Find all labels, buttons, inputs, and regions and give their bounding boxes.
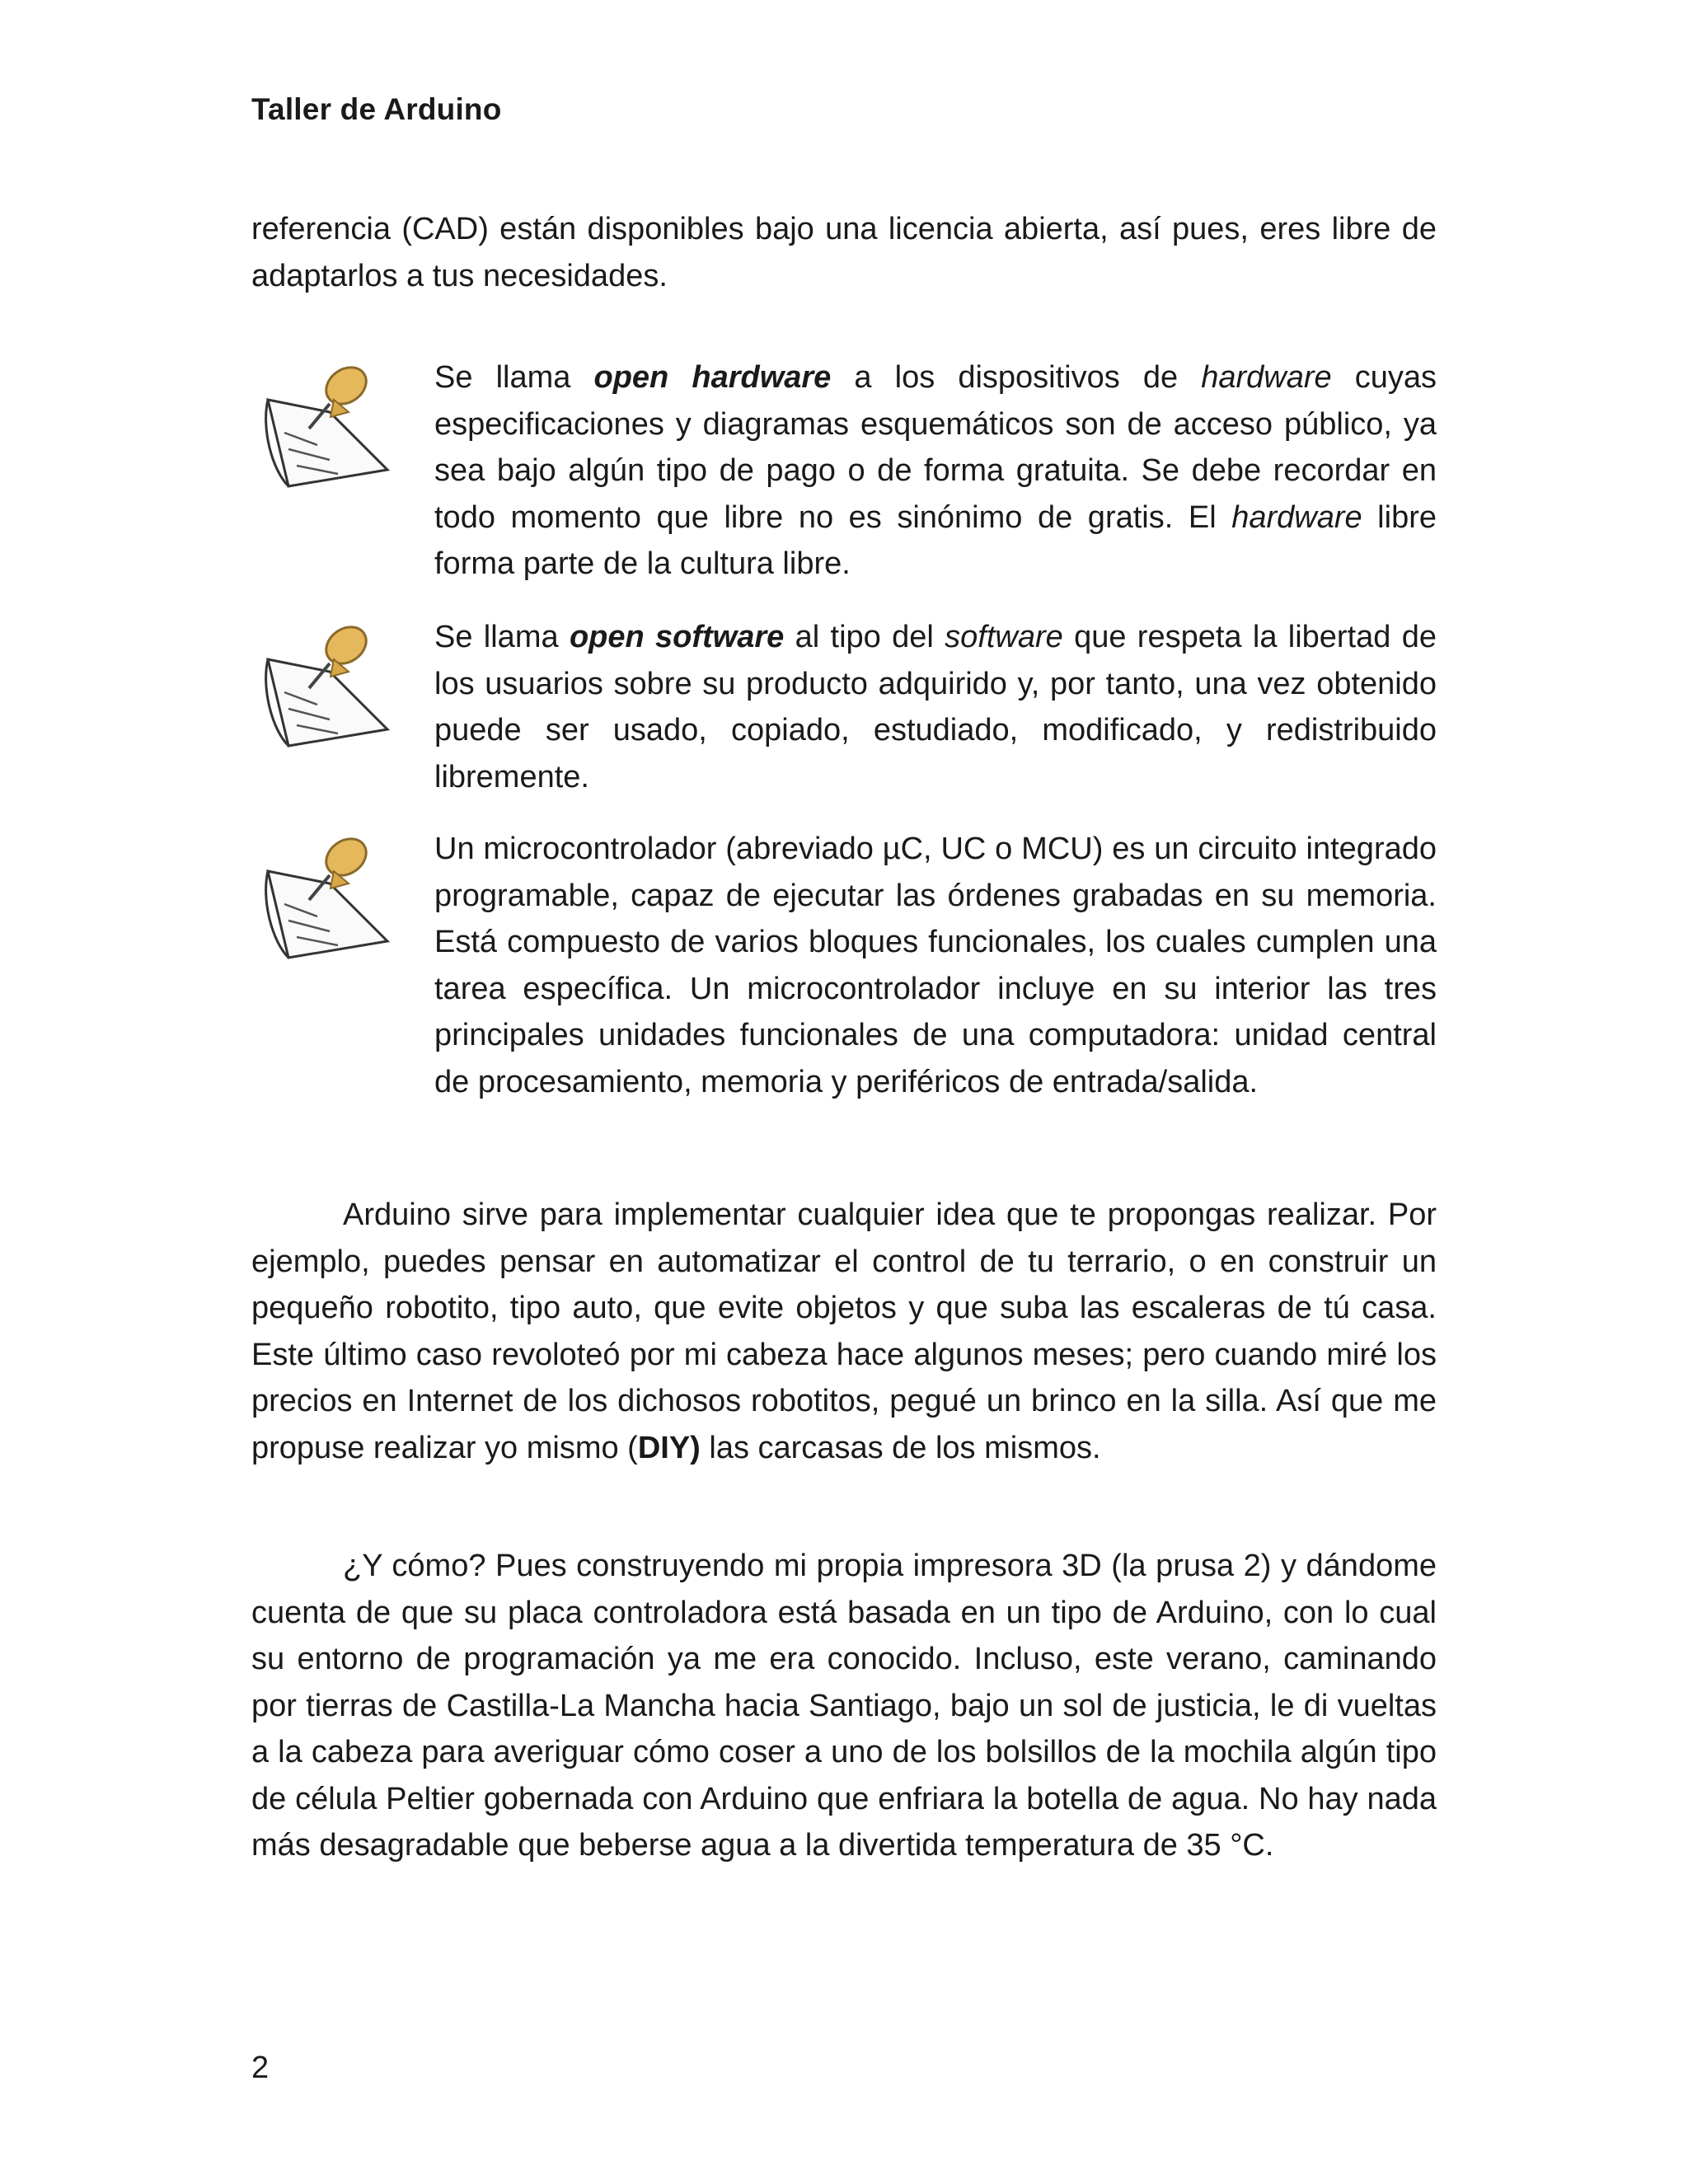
pushpin-note-icon (251, 826, 392, 966)
page-number: 2 (251, 2050, 270, 2085)
pushpin-note-icon (251, 614, 392, 754)
note-text: Se llama open hardware a los dispositivos de hardware cuyas especificaciones y diagramas esquemáticos son de acceso público, ya sea bajo algún tipo de pago o de forma gratuita. Se debe recordar en todo momento que libre no es sinónimo de gratis. El hardware libre forma parte de la cultura libre. (434, 360, 1437, 581)
pushpin-note-icon (251, 354, 392, 494)
running-header: Taller de Arduino (251, 92, 502, 126)
body-paragraph: Arduino sirve para implementar cualquier idea que te propongas realizar. Por ejemplo, puedes pensar en automatizar el control de tu terrario, o en construir un pequeño robotito, tipo auto, que evite objetos y que suba las escaleras de tú casa. Este último caso revoloteó por mi cabeza hace algunos meses; pero cuando miré los precios en Internet de los dichosos robotitos, pegué un brinco en la silla. Así que me propuse realizar yo mismo (DIY) las carcasas de los mismos. (251, 1197, 1437, 1465)
note-text: Un microcontrolador (abreviado µC, UC o MCU) es un circuito integrado programable, capaz de ejecutar las órdenes grabadas en su memoria. Está compuesto de varios bloques funcionales, los cuales cumplen una tarea específica. Un microcontrolador incluye en su interior las tres principales unidades funcionales de una computadora: unidad central de procesamiento, memoria y periféricos de entrada/salida. (434, 832, 1437, 1099)
note-text: Se llama open software al tipo del software que respeta la libertad de los usuarios sobre su producto adquirido y, por tanto, una vez obtenido puede ser usado, copiado, estudiado, modificado, y redistribuido libremente. (434, 620, 1437, 794)
body-paragraph: ¿Y cómo? Pues construyendo mi propia impresora 3D (la prusa 2) y dándome cuenta de que su placa controladora está basada en un tipo de Arduino, con lo cual su entorno de programación ya me era conocido. Incluso, este verano, caminando por tierras de Castilla-La Mancha hacia Santiago, bajo un sol de justicia, le di vueltas a la cabeza para averiguar cómo coser a uno de los bolsillos de la mochila algún tipo de célula Peltier gobernada con Arduino que enfriara la botella de agua. No hay nada más desagradable que beberse agua a la divertida temperatura de 35 °C. (251, 1549, 1437, 1863)
intro-paragraph: referencia (CAD) están disponibles bajo una licencia abierta, así pues, eres libre de adaptarlos a tus necesidades. (251, 212, 1437, 293)
